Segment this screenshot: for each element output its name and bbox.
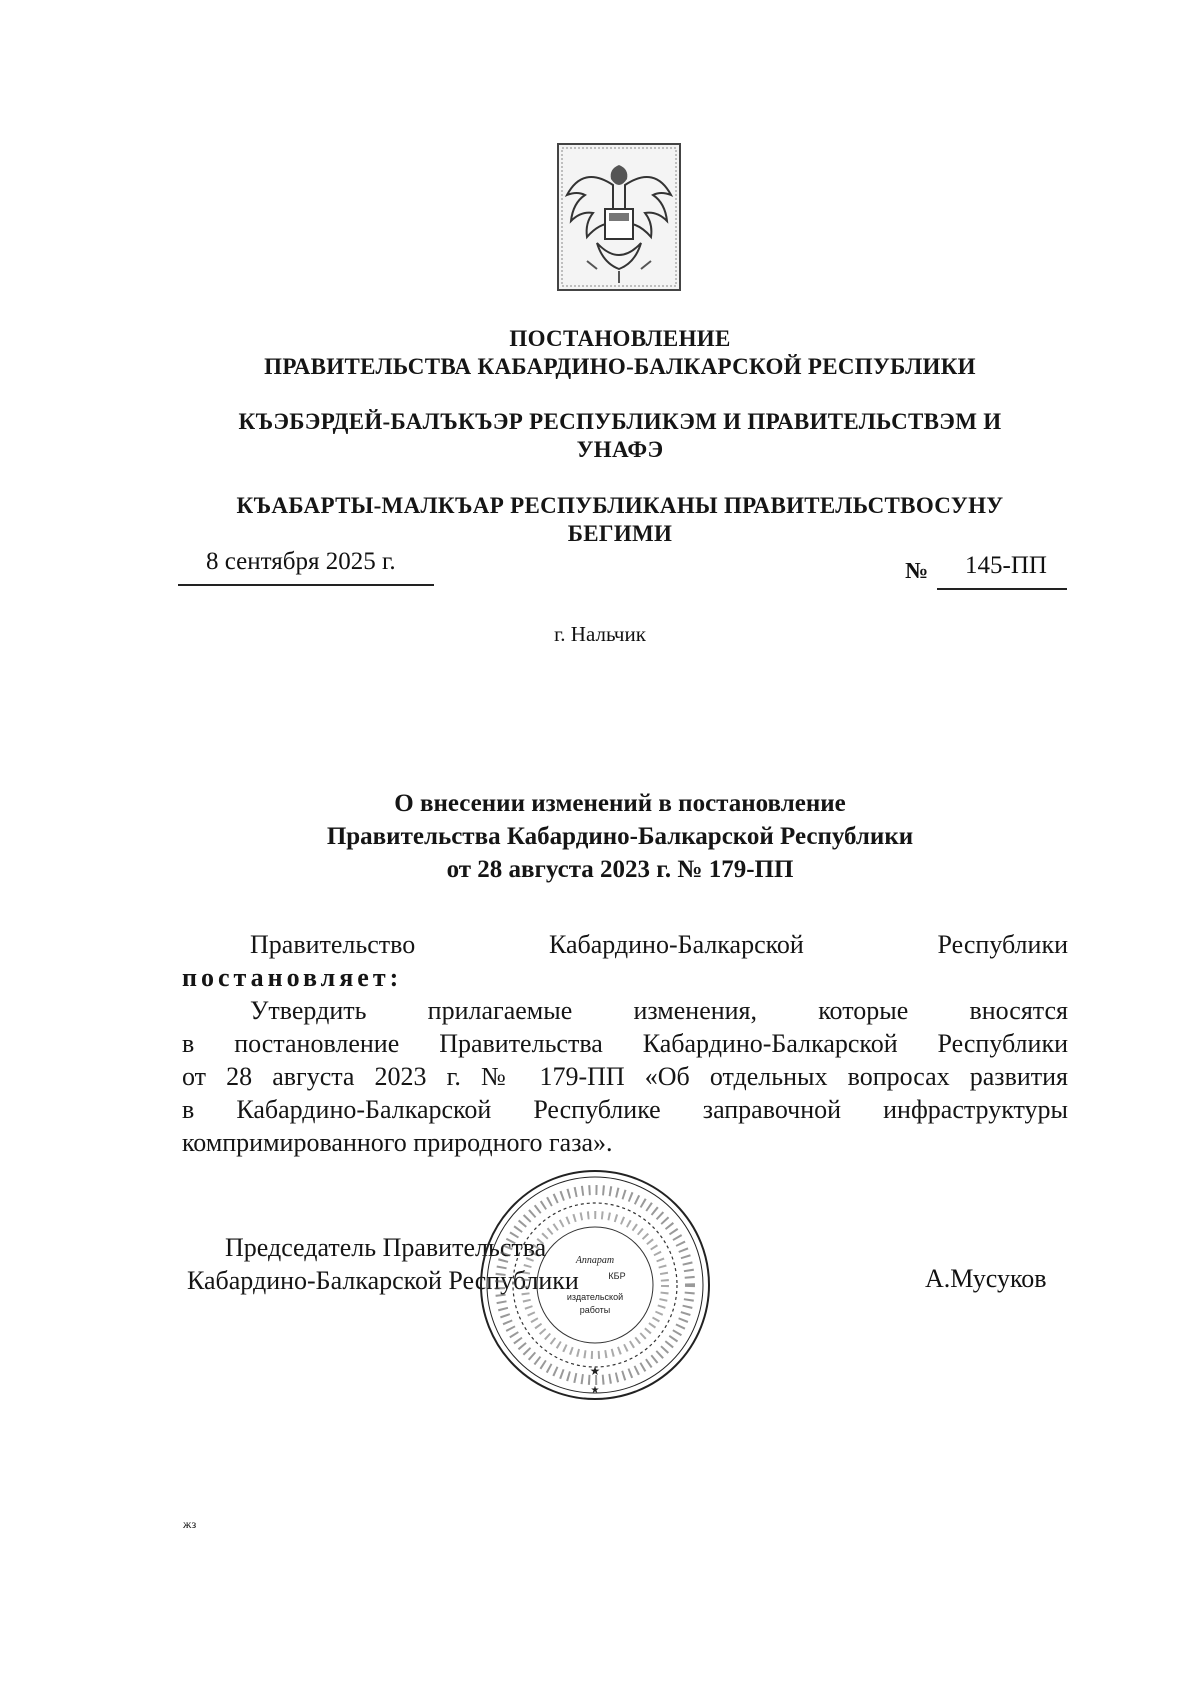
body-paragraph1-line2: постановляет: <box>182 963 403 992</box>
kabardian-title-line2: УНАФЭ <box>576 437 664 462</box>
body-paragraph2-line4: в Кабардино-Балкарской Республике заправочной инфраструктуры <box>182 1095 1068 1124</box>
document-city: г. Нальчик <box>554 622 646 646</box>
balkar-title-line1: КЪАБАРТЫ-МАЛКЪАР РЕСПУБЛИКАНЫ ПРАВИТЕЛЬСТВОСУНУ <box>236 493 1004 518</box>
subject-line3: от 28 августа 2023 г. № 179-ПП <box>446 856 794 883</box>
document-date: 8 сентября 2025 г. <box>178 548 434 586</box>
signatory-title-line2: Кабардино-Балкарской Республики <box>187 1266 579 1295</box>
body-paragraph2-line5: компримированного природного газа». <box>182 1128 613 1157</box>
seal-center-text4: работы <box>579 1305 611 1315</box>
signatory-name: А.Мусуков <box>925 1264 1047 1293</box>
seal-center-text3: издательской <box>566 1292 624 1302</box>
signatory-title-line1: Председатель Правительства <box>225 1233 547 1262</box>
issuing-authority: ПРАВИТЕЛЬСТВА КАБАРДИНО-БАЛКАРСКОЙ РЕСПУБЛИКИ <box>264 354 976 379</box>
body-paragraph2-line2: в постановление Правительства Кабардино-Балкарской Республики <box>182 1029 1068 1058</box>
balkar-title-line2: БЕГИМИ <box>567 521 673 546</box>
document-number: 145-ПП <box>937 552 1067 590</box>
body-paragraph2-line3: от 28 августа 2023 г. № 179-ПП «Об отдельных вопросах развития <box>182 1062 1068 1091</box>
official-seal-icon <box>475 1165 715 1405</box>
subject-line2: Правительства Кабардино-Балкарской Республики <box>326 823 914 850</box>
svg-text:★: ★ <box>589 1364 601 1378</box>
footer-mark: жз <box>183 1517 197 1531</box>
body-paragraph1-line1: Правительство Кабардино-Балкарской Республики <box>250 930 1068 959</box>
number-label: № <box>905 558 929 583</box>
kabardian-title-line1: КЪЭБЭРДЕЙ-БАЛЪКЪЭР РЕСПУБЛИКЭМ И ПРАВИТЕЛЬСТВЭМ И <box>238 409 1002 434</box>
body-paragraph2-line1: Утвердить прилагаемые изменения, которые вносятся <box>250 996 1068 1025</box>
subject-line1: О внесении изменений в постановление <box>394 790 846 817</box>
seal-center-text2: КБР <box>608 1271 626 1281</box>
seal-center-text1: Аппарат <box>575 1255 615 1266</box>
svg-text:★: ★ <box>590 1385 600 1396</box>
document-type-title: ПОСТАНОВЛЕНИЕ <box>509 326 731 351</box>
coat-of-arms-icon <box>557 143 681 291</box>
